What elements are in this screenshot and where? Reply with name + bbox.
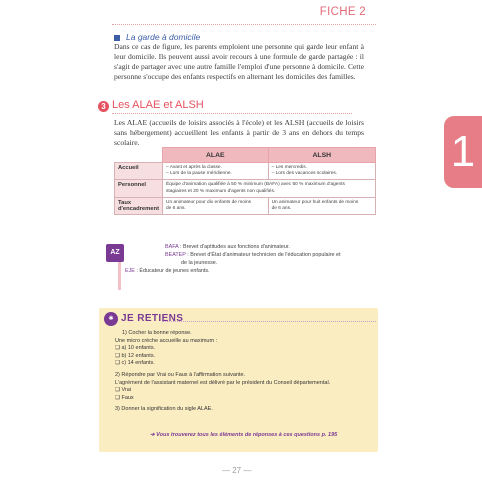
cell-line: – Avant et après la classe. xyxy=(166,165,222,170)
table-header-alsh: ALSH xyxy=(268,148,375,163)
comparison-table xyxy=(114,147,376,215)
table-row xyxy=(115,180,376,197)
header-divider xyxy=(112,24,376,25)
cell-line: de 6 ans. xyxy=(166,206,186,212)
cell-line: – Lors de la pause méridienne. xyxy=(166,171,232,177)
subsection-title-text: La garde à domicile xyxy=(126,32,201,42)
retiens-title: JE RETIENS xyxy=(121,313,184,324)
table-cell xyxy=(268,197,375,214)
checkbox-option[interactable]: ❏ a) 10 enfants. xyxy=(115,345,156,352)
retiens-questions xyxy=(115,330,373,414)
retiens-divider xyxy=(162,321,376,322)
table-header-alae: ALAE xyxy=(163,148,269,163)
row-label: Personnel xyxy=(115,180,163,197)
cell-line: stagiaires et 20 % maximum d'agents non qualifiés. xyxy=(166,188,276,194)
section-title: Les ALAE et ALSH xyxy=(112,99,204,111)
checkbox-option[interactable]: ❏ c) 14 enfants. xyxy=(115,360,155,367)
cell-line: Un animateur pour dix enfants de moins xyxy=(166,199,252,205)
cell-line: de 6 ans. xyxy=(271,206,292,212)
section-paragraph: Les ALAE (accueils de loisirs associés à l'école) et les ALSH (accueils de loisirs sans hébergement) accueillent les enfants à partir de 3 ans en dehors du temps scolaire. xyxy=(114,118,364,147)
section-number-badge: 3 xyxy=(98,101,109,112)
lightbulb-icon: ✱ xyxy=(104,312,118,326)
question-1-stem: Une micro crèche accueille au maximum : xyxy=(115,337,218,344)
section-divider xyxy=(112,113,352,114)
cell-line: Équipe d'animation qualifiée à 50 % minimum (BAFA) avec 50 % maximum d'agents xyxy=(166,182,345,188)
cell-line: – Les mercredis. xyxy=(271,165,308,170)
table-cell xyxy=(163,163,269,180)
row-label: Accueil xyxy=(115,163,163,180)
glossary-entry xyxy=(125,251,375,259)
question-3: 3) Donner la signification du sigle ALAE. xyxy=(115,406,213,413)
cell-line: – Lors des vacances scolaires. xyxy=(271,171,338,177)
glossary-entry xyxy=(125,243,375,251)
glossary-box xyxy=(125,243,375,275)
question-2-stem: L'agrément de l'assistant maternel est délivré par le président du Conseil départemental. xyxy=(115,379,331,386)
table-cell xyxy=(163,180,376,197)
subsection-title xyxy=(114,32,200,42)
cell-line: Un animateur pour huit enfants de moins xyxy=(271,199,359,205)
question-1: 1) Cocher la bonne réponse. xyxy=(122,330,192,336)
glossary-entry-continued: de la jeunesse. xyxy=(181,260,218,266)
checkbox-option[interactable]: ❏ b) 12 enfants. xyxy=(115,352,156,359)
dictionary-icon: AZ xyxy=(106,244,124,262)
table-header-row xyxy=(115,148,376,163)
answers-reference: ➔ Vous trouverez tous les éléments de réponses à ces questions p. 195 xyxy=(150,432,338,438)
table-cell xyxy=(268,163,375,180)
glossary-definition: : Brevet d'État d'animateur technicien de l'éducation populaire et xyxy=(185,252,341,258)
checkbox-option[interactable]: ❏ Vrai xyxy=(115,387,132,394)
checkbox-option[interactable]: ❏ Faux xyxy=(115,394,134,401)
table-row xyxy=(115,163,376,180)
row-label: Taux d'encadrement xyxy=(115,197,163,214)
glossary-term: BAFA xyxy=(165,244,179,250)
glossary-term: EJE xyxy=(125,268,135,274)
table-row xyxy=(115,197,376,214)
chapter-tab: 1 xyxy=(444,116,482,188)
fiche-label: FICHE 2 xyxy=(319,6,366,18)
table-cell xyxy=(163,197,269,214)
glossary-term: BEATEP xyxy=(165,252,186,258)
glossary-definition: : Brevet d'aptitudes aux fonctions d'animateur. xyxy=(178,244,290,250)
glossary-entry xyxy=(125,267,375,275)
square-bullet-icon xyxy=(114,35,120,41)
table-corner xyxy=(115,148,163,163)
question-2: 2) Répondre par Vrai ou Faux à l'affirmation suivante. xyxy=(115,371,246,378)
page-number: — 27 — xyxy=(222,466,252,475)
glossary-definition: : Éducateur de jeunes enfants. xyxy=(134,268,210,274)
garde-paragraph: Dans ce cas de figure, les parents emploient une personne qui garde leur enfant à leur domicile. Ils peuvent aussi avoir recours à une formule de garde partagée : il s'agit de partager avec une autre famille l'emploi d'une personne à domicile. Cette personne s'occupe des enfants respectifs en alternant les domiciles des familles. xyxy=(114,42,364,81)
